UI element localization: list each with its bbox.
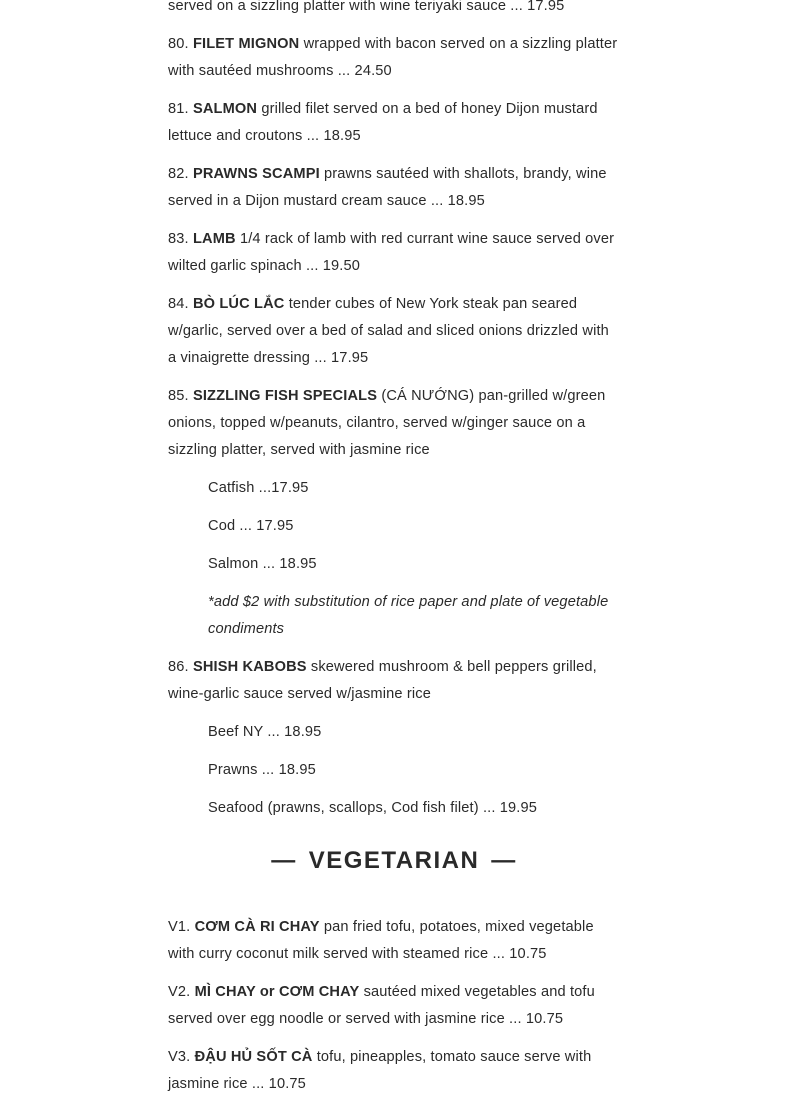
menu-item-v1 [168, 914, 620, 968]
menu-item-80 [168, 31, 620, 85]
item-name: SIZZLING FISH SPECIALS [192, 388, 378, 404]
item-number: 84. [168, 296, 189, 312]
item-name: FILET MIGNON [192, 36, 300, 52]
heading-text: VEGETARIAN [308, 847, 480, 874]
item-description: grilled filet served on a bed of honey Dijon mustard lettuce and croutons ... 18.95 [168, 101, 598, 144]
item-option: Prawns ... 18.95 [208, 762, 316, 778]
item-description: skewered mushroom & bell peppers grilled, wine-garlic sauce served w/jasmine rice [168, 659, 597, 702]
item-name: PRAWNS SCAMPI [192, 166, 320, 182]
item-option: Cod ... 17.95 [208, 518, 294, 534]
item-name: ĐẬU HỦ SỐT CÀ [194, 1049, 313, 1065]
menu-item-83 [168, 226, 620, 280]
menu-item-84 [168, 291, 620, 372]
item-description: 1/4 rack of lamb with red currant wine sauce served over wilted garlic spinach ... 19.50 [168, 231, 615, 274]
item-description: sautéed mixed vegetables and tofu served over egg noodle or served with jasmine rice ... 10.75 [168, 984, 595, 1027]
item-description: tofu, pineapples, tomato sauce serve with jasmine rice ... 10.75 [168, 1049, 592, 1092]
item-number: V3. [168, 1049, 191, 1065]
item-name: SALMON [192, 101, 258, 117]
item-number: 85. [168, 388, 189, 404]
item-name: BÒ LÚC LẮC [192, 296, 285, 312]
item-number: 82. [168, 166, 189, 182]
item-number: V1. [168, 919, 191, 935]
menu-item-82 [168, 161, 620, 215]
menu-item-81 [168, 96, 620, 150]
item-description: prawns sautéed with shallots, brandy, wine served in a Dijon mustard cream sauce ... 18.95 [168, 166, 607, 209]
item-name: MÌ CHAY or CƠM CHAY [194, 984, 360, 1000]
item-description: pan fried tofu, potatoes, mixed vegetable with curry coconut milk served with steamed rice ... 10.75 [168, 919, 594, 962]
menu-item-85 [168, 383, 620, 464]
heading-dash-left: — [271, 847, 297, 874]
item-description: wrapped with bacon served on a sizzling platter with sautéed mushrooms ... 24.50 [168, 36, 618, 79]
item-number: 80. [168, 36, 189, 52]
item-description: served on a sizzling platter with wine teriyaki sauce ... 17.95 [168, 0, 565, 14]
item-note: *add $2 with substitution of rice paper and plate of vegetable condiments [208, 594, 609, 637]
item-option: Salmon ... 18.95 [208, 556, 317, 572]
item-option: Seafood (prawns, scallops, Cod fish filet) ... 19.95 [208, 800, 538, 816]
item-number: 81. [168, 101, 189, 117]
item-name: SHISH KABOBS [192, 659, 307, 675]
item-name: LAMB [192, 231, 236, 247]
heading-dash-right: — [491, 847, 517, 874]
item-description: tender cubes of New York steak pan seared w/garlic, served over a bed of salad and sliced onions drizzled with a vinaigrette dressing ... 17.95 [168, 296, 609, 366]
item-name: CƠM CÀ RI CHAY [194, 919, 320, 935]
item-option: Beef NY ... 18.95 [208, 724, 322, 740]
menu-item-v3 [168, 1044, 620, 1098]
item-number: 86. [168, 659, 189, 675]
item-number: V2. [168, 984, 191, 1000]
menu-item-continued [168, 0, 620, 20]
section-heading-vegetarian [168, 846, 620, 876]
menu-item-86 [168, 654, 620, 708]
item-option: Catfish ...17.95 [208, 480, 309, 496]
menu-content [168, 0, 620, 1109]
item-description: (CÁ NƯỚNG) pan-grilled w/green onions, topped w/peanuts, cilantro, served w/ginger sauce on a sizzling platter, served with jasmine rice [168, 388, 606, 458]
item-number: 83. [168, 231, 189, 247]
menu-item-v2 [168, 979, 620, 1033]
